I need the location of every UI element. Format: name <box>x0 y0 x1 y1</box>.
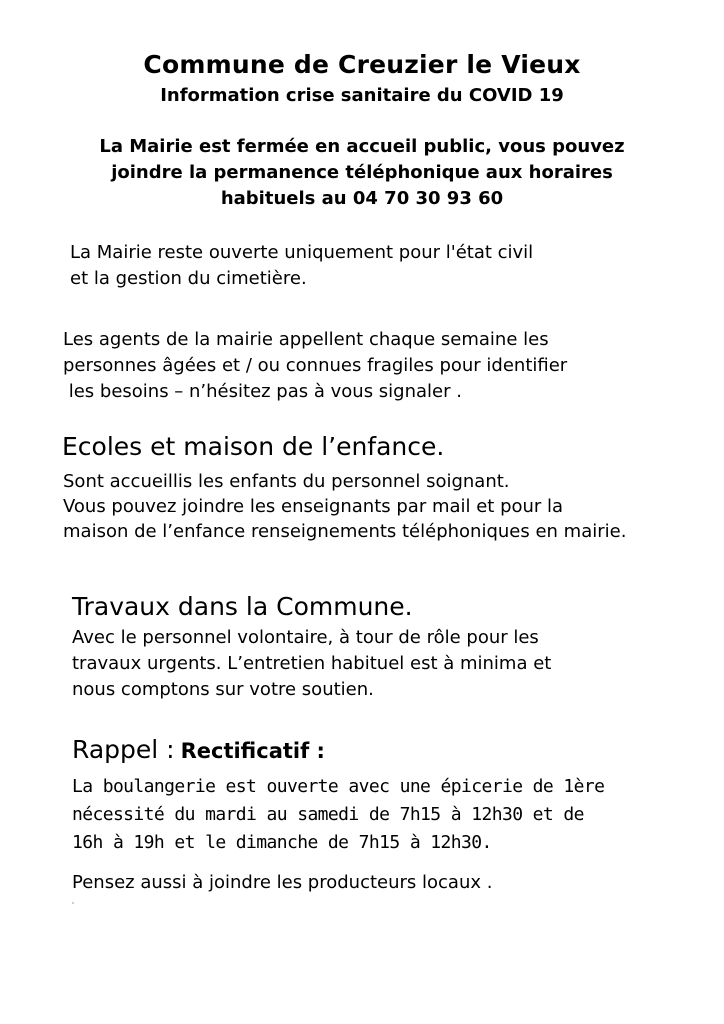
closure-notice-line: La Mairie est fermée en accueil public, vous pouvez <box>99 136 625 157</box>
mairie-line: La Mairie reste ouverte uniquement pour l'état civil <box>70 242 534 263</box>
closure-notice-line: habituels au 04 70 30 93 60 <box>220 188 504 209</box>
mairie-line: et la gestion du cimetière. <box>70 268 307 289</box>
boulangerie-paragraph <box>72 773 604 857</box>
ecoles-heading: Ecoles et maison de l’enfance. <box>62 432 445 461</box>
closure-notice-line: joindre la permanence téléphonique aux horaires <box>111 162 613 183</box>
ecoles-line: Sont accueillis les enfants du personnel soignant. <box>63 471 510 492</box>
mairie-paragraph <box>70 240 533 292</box>
ecoles-line: Vous pouvez joindre les enseignants par mail et pour la <box>63 496 564 517</box>
boulangerie-line: La boulangerie est ouverte avec une épicerie de 1ère <box>72 776 605 797</box>
agents-line: Les agents de la mairie appellent chaque semaine les <box>63 329 549 350</box>
travaux-line: travaux urgents. L’entretien habituel est à minima et <box>72 653 552 674</box>
page-subtitle: Information crise sanitaire du COVID 19 <box>160 85 564 106</box>
ecoles-paragraph <box>63 469 626 544</box>
travaux-line: nous comptons sur votre soutien. <box>72 679 374 700</box>
rappel-label: Rappel : <box>72 735 175 764</box>
boulangerie-line: 16h à 19h et le dimanche de 7h15 à 12h30. <box>72 832 492 853</box>
boulangerie-line: nécessité du mardi au samedi de 7h15 à 12h30 et de <box>72 804 584 825</box>
producteurs-note: Pensez aussi à joindre les producteurs locaux . <box>72 872 493 893</box>
agents-line: les besoins – n’hésitez pas à vous signaler . <box>63 381 462 402</box>
closure-notice <box>0 134 724 212</box>
rappel-heading <box>72 735 325 764</box>
ecoles-line: maison de l’enfance renseignements téléphoniques en mairie. <box>63 521 627 542</box>
travaux-heading: Travaux dans la Commune. <box>72 592 413 621</box>
agents-line: personnes âgées et / ou connues fragiles pour identifier <box>63 355 568 376</box>
page-title: Commune de Creuzier le Vieux <box>143 50 581 79</box>
rectificatif-label: Rectificatif : <box>180 739 325 763</box>
scan-speck <box>72 902 74 904</box>
travaux-paragraph <box>72 625 551 703</box>
agents-paragraph <box>63 327 567 405</box>
travaux-line: Avec le personnel volontaire, à tour de rôle pour les <box>72 627 539 648</box>
